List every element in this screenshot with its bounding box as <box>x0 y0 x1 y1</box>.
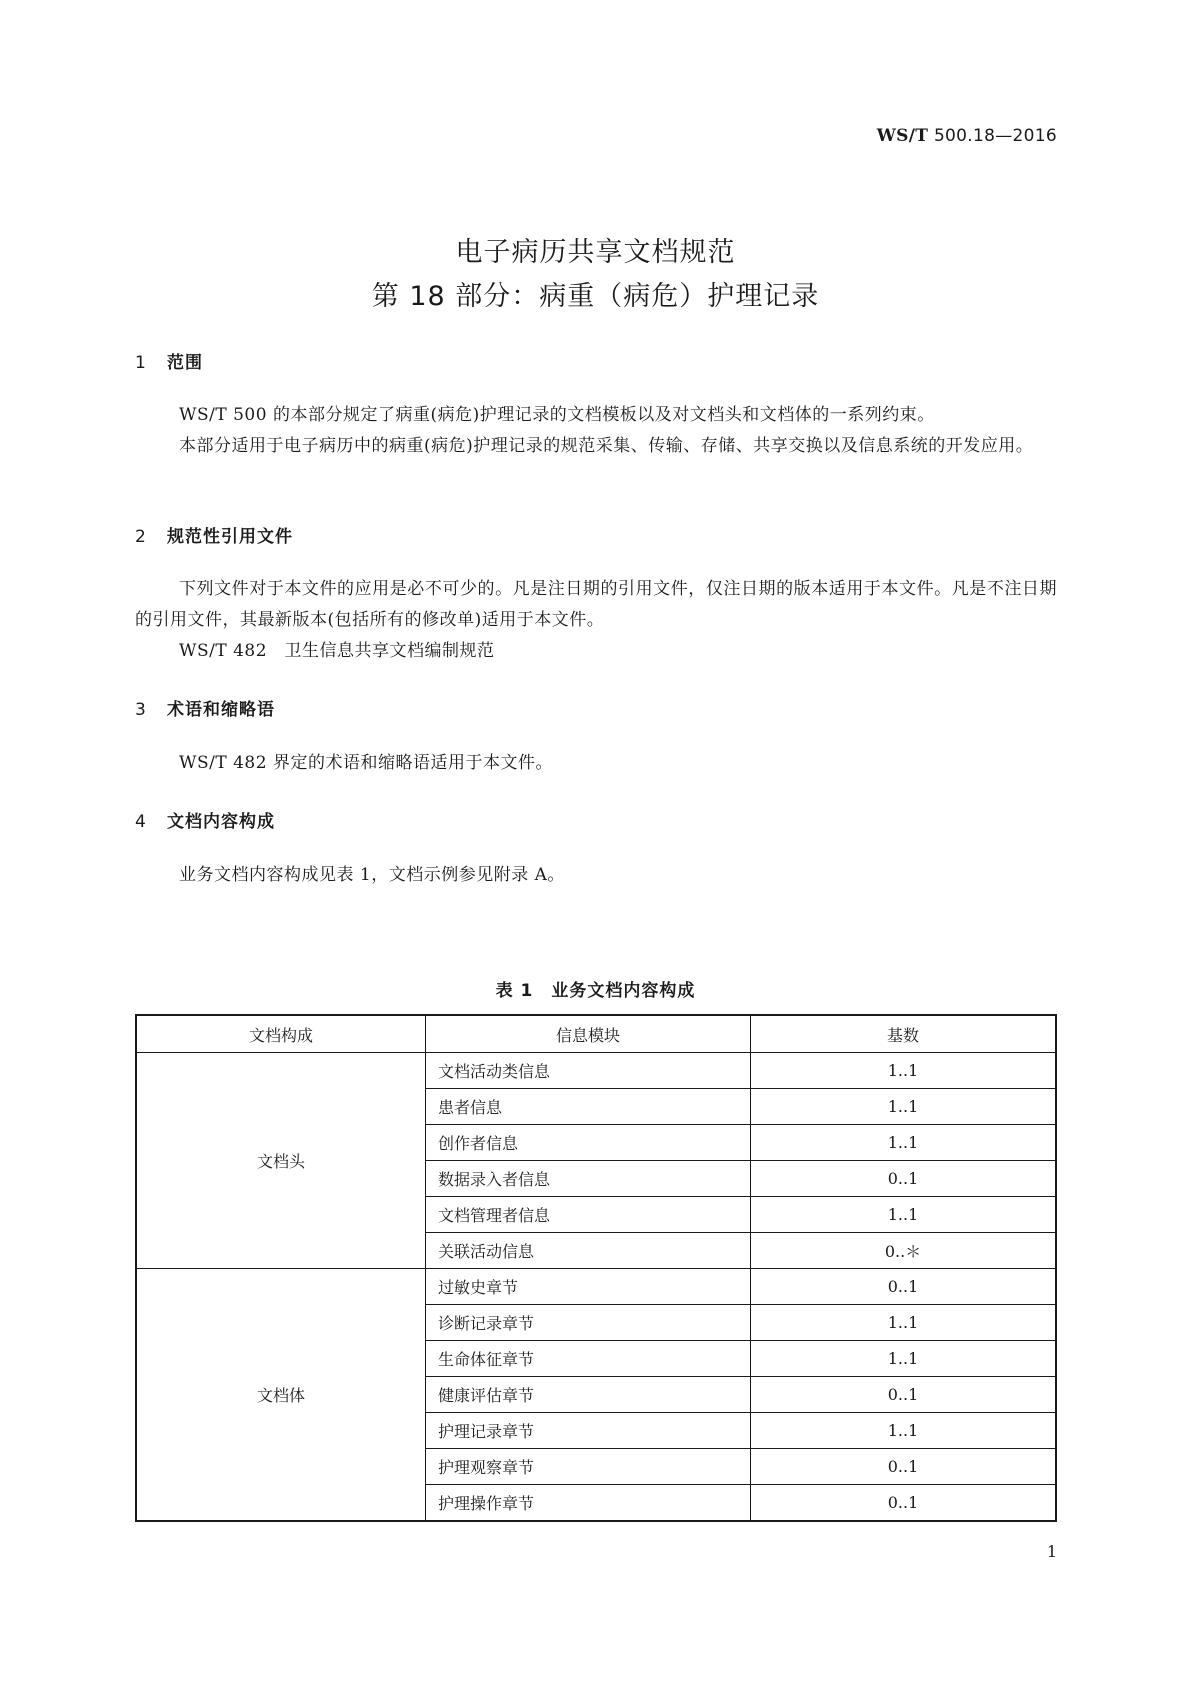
cardinality-cell: 1..1 <box>751 1305 1057 1341</box>
table-row <box>136 1053 1056 1089</box>
section-heading-normative-references <box>135 522 293 547</box>
page-number: 1 <box>1046 1542 1057 1561</box>
cardinality-cell: 0..＊ <box>751 1233 1057 1269</box>
section-heading-content <box>135 807 275 832</box>
section-number: 4 <box>135 812 147 832</box>
cardinality-cell: 0..1 <box>751 1485 1057 1522</box>
section-title: 术语和缩略语 <box>167 700 275 720</box>
column-header: 文档构成 <box>136 1015 426 1053</box>
paragraph: WS/T 482 界定的术语和缩略语适用于本文件。 <box>179 753 553 773</box>
cardinality-cell: 1..1 <box>751 1197 1057 1233</box>
cardinality-cell: 0..1 <box>751 1269 1057 1305</box>
group-cell: 文档头 <box>136 1053 426 1269</box>
paragraph: 下列文件对于本文件的应用是必不可少的。凡是注日期的引用文件，仅注日期的版本适用于本文件。凡是不注日期的引用文件，其最新版本(包括所有的修改单)适用于本文件。 <box>135 579 1057 630</box>
section-title: 文档内容构成 <box>167 812 275 832</box>
module-cell: 文档活动类信息 <box>426 1053 751 1089</box>
module-cell: 护理操作章节 <box>426 1485 751 1522</box>
cardinality-cell: 1..1 <box>751 1413 1057 1449</box>
standard-code-number: 500.18—2016 <box>933 126 1057 146</box>
module-cell: 创作者信息 <box>426 1125 751 1161</box>
section-number: 2 <box>135 527 147 547</box>
section-number: 1 <box>135 353 147 373</box>
section-heading-terms <box>135 695 275 720</box>
section-heading-scope <box>135 348 203 373</box>
cardinality-cell: 0..1 <box>751 1377 1057 1413</box>
cardinality-cell: 1..1 <box>751 1053 1057 1089</box>
section-number: 3 <box>135 700 147 720</box>
cardinality-cell: 0..1 <box>751 1161 1057 1197</box>
cardinality-cell: 0..1 <box>751 1449 1057 1485</box>
document-subtitle: 第 18 部分：病重（病危）护理记录 <box>371 281 820 312</box>
group-cell: 文档体 <box>136 1269 426 1522</box>
paragraph: 本部分适用于电子病历中的病重(病危)护理记录的规范采集、传输、存储、共享交换以及信息系统的开发应用。 <box>179 436 1034 456</box>
module-cell: 诊断记录章节 <box>426 1305 751 1341</box>
module-cell: 护理观察章节 <box>426 1449 751 1485</box>
table-header-row <box>136 1015 1056 1053</box>
module-cell: 过敏史章节 <box>426 1269 751 1305</box>
paragraph: 业务文档内容构成见表 1，文档示例参见附录 A。 <box>179 865 565 885</box>
module-cell: 患者信息 <box>426 1089 751 1125</box>
cardinality-cell: 1..1 <box>751 1341 1057 1377</box>
cardinality-cell: 1..1 <box>751 1089 1057 1125</box>
module-cell: 生命体征章节 <box>426 1341 751 1377</box>
document-title: 电子病历共享文档规范 <box>455 237 736 268</box>
module-cell: 文档管理者信息 <box>426 1197 751 1233</box>
module-cell: 健康评估章节 <box>426 1377 751 1413</box>
standard-code-prefix: WS/T <box>876 126 929 146</box>
column-header: 基数 <box>751 1015 1057 1053</box>
column-header: 信息模块 <box>426 1015 751 1053</box>
paragraph: WS/T 500 的本部分规定了病重(病危)护理记录的文档模板以及对文档头和文档体的一系列约束。 <box>179 405 935 425</box>
module-cell: 护理记录章节 <box>426 1413 751 1449</box>
module-cell: 关联活动信息 <box>426 1233 751 1269</box>
reference-entry: WS/T 482 卫生信息共享文档编制规范 <box>179 641 495 661</box>
section-title: 规范性引用文件 <box>167 527 293 547</box>
module-cell: 数据录入者信息 <box>426 1161 751 1197</box>
table-row <box>136 1269 1056 1305</box>
standard-code <box>877 126 1057 146</box>
cardinality-cell: 1..1 <box>751 1125 1057 1161</box>
content-table <box>135 1014 1057 1522</box>
section-title: 范围 <box>167 353 203 373</box>
table-caption: 表 1 业务文档内容构成 <box>495 981 696 1001</box>
